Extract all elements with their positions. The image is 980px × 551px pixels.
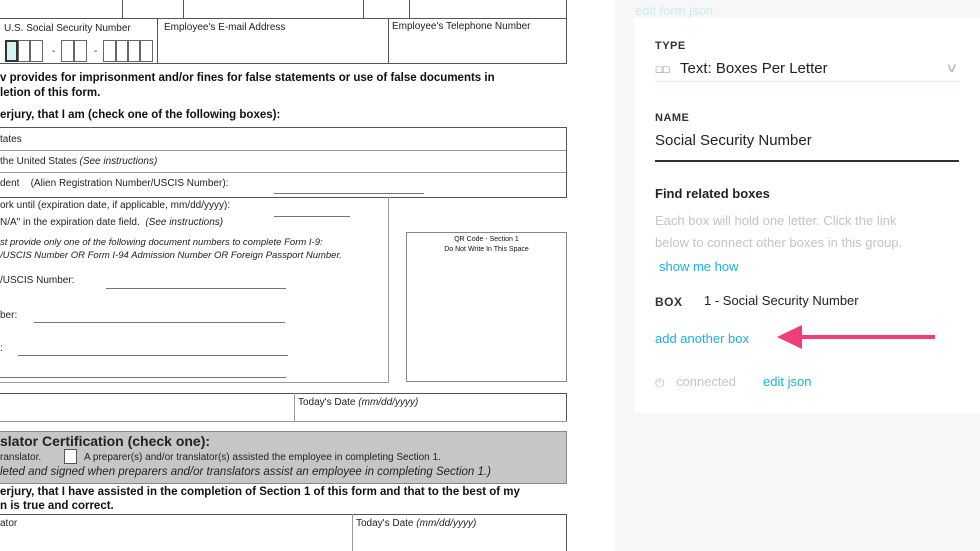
na-note: N/A" in the expiration date field. (See instructions) bbox=[0, 217, 224, 228]
ssn-box[interactable] bbox=[74, 40, 87, 62]
cert-checkbox[interactable] bbox=[64, 449, 77, 464]
edit-form-json-link[interactable]: edit form json bbox=[635, 3, 714, 18]
ssn-box[interactable] bbox=[128, 40, 140, 62]
ssn-box[interactable] bbox=[61, 40, 74, 62]
cert-note: leted and signed when preparers and/or translators assist an employee in completing Section 1.) bbox=[0, 466, 491, 478]
plug-icon: ⏻ bbox=[655, 376, 665, 390]
ssn-box[interactable] bbox=[103, 40, 116, 62]
field-card bbox=[634, 18, 980, 413]
attest-text: erjury, that I have assisted in the completion of Section 1 of this form and that to the best of my bbox=[0, 486, 520, 498]
form-document: U.S. Social Security Number Employee's E-mail Address Employee's Telephone Number - - v provides for imprisonment and/or fines for false statements or use of false documents in letion of this form. erjury, that I am (check one of the following boxes): tates the United States (See instructions) dent (Alien Registration Number/USCIS Number): ork until (expiration date, if applicable, mm/dd/yyyy): N/A" in the expiration date field. (See instructions) st provide only one of the following document numbers to complete Form I-9: /USCIS Number OR Form I-94 Admission Number OR Foreign Passport Number. /USCIS Number: ber: : QR Code - Section 1 Do Not Write In This Space Today's Date (mm/dd/yyyy) slator Certification (check one): ranslator. A preparer(s) and/or translator(s) assisted the employee in completing Section 1. leted and signed when preparers and/or translators assist an employee in completing Section 1.) erjury, that I have assisted in the completion of Section 1 of this form and that to the best of my n is true and correct. ator Today's Date (mm/dd/yyyy) bbox=[0, 0, 600, 551]
todays-date-label: Today's Date (mm/dd/yyyy) bbox=[298, 397, 419, 408]
cert-title: slator Certification (check one): bbox=[0, 433, 211, 449]
cert-option-1: ranslator. bbox=[0, 452, 42, 463]
connected-status: connected bbox=[676, 374, 736, 389]
perjury-heading: erjury, that I am (check one of the following boxes): bbox=[0, 109, 281, 121]
attest-text: n is true and correct. bbox=[0, 500, 114, 512]
help-text: below to connect other boxes in this group. bbox=[655, 235, 903, 250]
i94-number-field[interactable] bbox=[34, 322, 285, 323]
option-noncitizen-national: the United States (See instructions) bbox=[0, 156, 158, 167]
expiration-date-field[interactable] bbox=[274, 216, 350, 217]
qr-label: Do Not Write In This Space bbox=[444, 246, 529, 253]
ssn-box[interactable] bbox=[140, 40, 153, 62]
chevron-down-icon: ∨ bbox=[945, 60, 959, 75]
doc-note: /USCIS Number OR Form I-94 Admission Number OR Foreign Passport Number. bbox=[0, 250, 342, 261]
phone-label: Employee's Telephone Number bbox=[392, 21, 531, 32]
ssn-box[interactable] bbox=[116, 40, 128, 62]
uscis-label: /USCIS Number: bbox=[0, 275, 75, 286]
cert-option-2: A preparer(s) and/or translator(s) assisted the employee in completing Section 1. bbox=[84, 452, 441, 463]
alien-number-field[interactable] bbox=[274, 193, 424, 194]
pointer-arrow-icon bbox=[777, 323, 937, 351]
add-another-box-link[interactable]: add another box bbox=[655, 331, 749, 346]
field-editor-panel bbox=[615, 0, 980, 551]
boxes-icon: ☐☐ bbox=[655, 65, 670, 75]
uscis-number-field[interactable] bbox=[106, 288, 286, 289]
qr-label: QR Code - Section 1 bbox=[454, 236, 519, 243]
email-label: Employee's E-mail Address bbox=[164, 22, 286, 33]
help-text: Each box will hold one letter. Click the link bbox=[655, 213, 897, 228]
i94-label: ber: bbox=[0, 310, 18, 321]
box-label: BOX bbox=[655, 295, 683, 309]
ssn-box[interactable] bbox=[18, 40, 30, 62]
type-label: TYPE bbox=[655, 40, 686, 52]
country-field[interactable] bbox=[0, 377, 286, 378]
option-permanent-resident: dent (Alien Registration Number/USCIS Number): bbox=[0, 178, 229, 189]
work-until-label: ork until (expiration date, if applicable, mm/dd/yyyy): bbox=[0, 200, 231, 211]
option-citizen: tates bbox=[0, 134, 22, 145]
qr-code-box bbox=[406, 232, 567, 382]
find-related-heading: Find related boxes bbox=[655, 186, 770, 201]
warning-text: letion of this form. bbox=[0, 87, 101, 99]
ssn-label: U.S. Social Security Number bbox=[4, 23, 131, 34]
translator-signature-label: ator bbox=[0, 518, 18, 529]
name-input[interactable]: Social Security Number bbox=[655, 130, 959, 162]
show-me-how-link[interactable]: show me how bbox=[659, 259, 739, 274]
edit-json-link[interactable]: edit json bbox=[763, 374, 812, 389]
name-label: NAME bbox=[655, 112, 690, 124]
type-value: Text: Boxes Per Letter bbox=[680, 60, 828, 77]
type-select[interactable] bbox=[655, 58, 959, 82]
ssn-box[interactable] bbox=[30, 40, 43, 62]
ssn-box-highlighted[interactable] bbox=[5, 40, 18, 62]
passport-label: : bbox=[0, 343, 3, 354]
box-value: 1 - Social Security Number bbox=[704, 293, 859, 308]
warning-text: v provides for imprisonment and/or fines for false statements or use of false documents in bbox=[0, 72, 495, 84]
passport-number-field[interactable] bbox=[18, 355, 288, 356]
todays-date-label: Today's Date (mm/dd/yyyy) bbox=[356, 518, 477, 529]
doc-note: st provide only one of the following document numbers to complete Form I-9: bbox=[0, 237, 323, 248]
